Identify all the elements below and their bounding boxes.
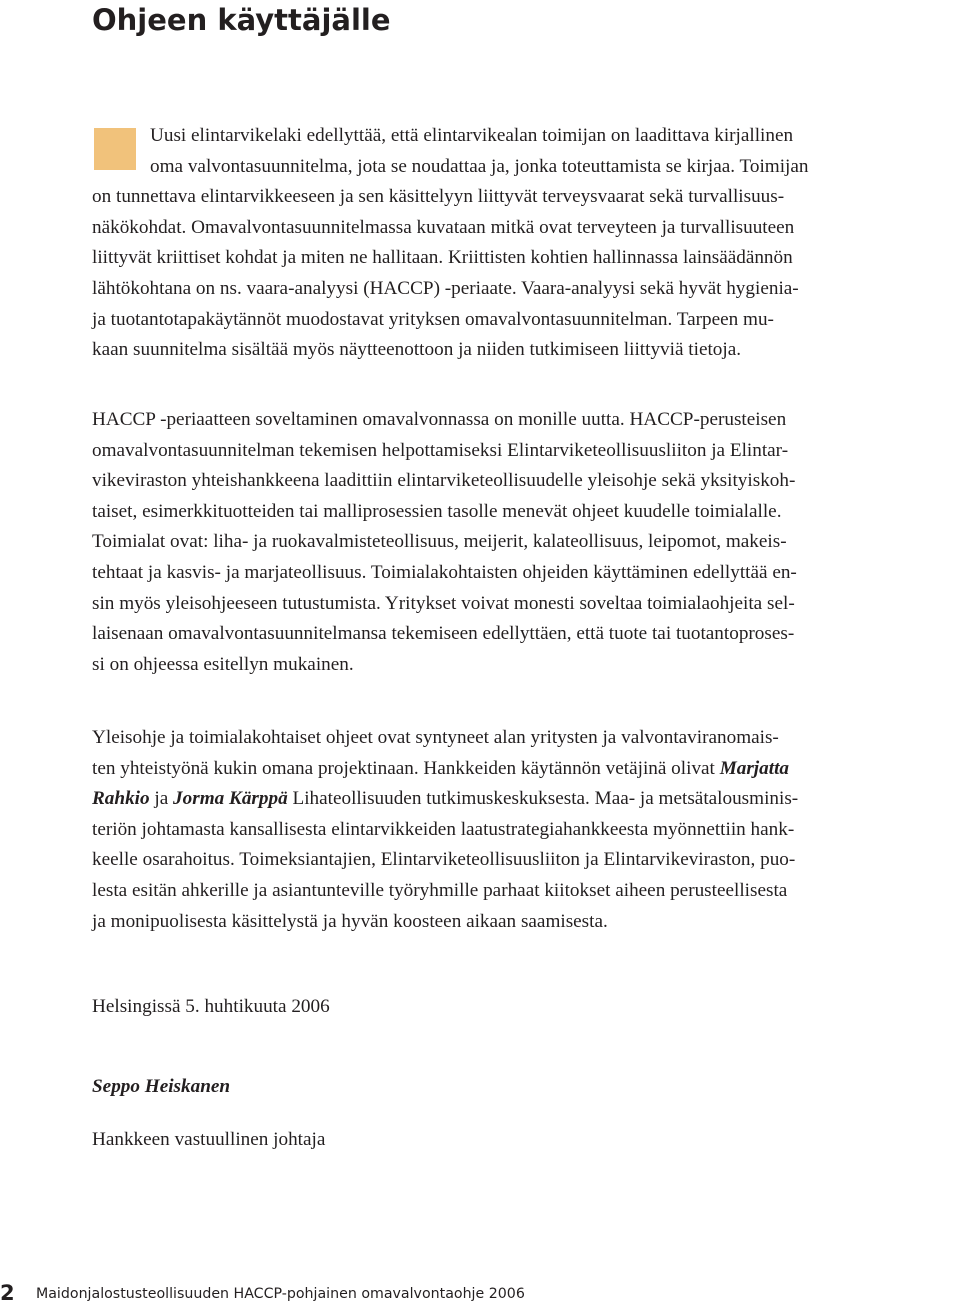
paragraph-line: sin myös yleisohjeeseen tutustumista. Yritykset voivat monesti soveltaa toimialaohjeita sel- <box>92 592 795 614</box>
paragraph-line: Yleisohje ja toimialakohtaiset ohjeet ovat syntyneet alan yritysten ja valvontaviranomais- <box>92 727 779 748</box>
paragraph-line: Toimialat ovat: liha- ja ruokavalmisteteollisuus, meijerit, kalateollisuus, leipomot, makeis- <box>92 531 787 553</box>
paragraph-line: keelle osarahoitus. Toimeksiantajien, Elintarviketeollisuusliiton ja Elintarvikeviraston, puo- <box>92 849 796 871</box>
paragraph-line <box>92 754 958 785</box>
paragraph-line: teriön johtamasta kansallisesta elintarvikkeiden laatustrategiahankkeesta myönnettiin hank- <box>92 818 795 840</box>
paragraph-line: näkökohdat. Omavalvontasuunnitelmassa kuvataan mitkä ovat terveyteen ja turvallisuuteen <box>92 216 795 238</box>
paragraph-line: lesta esitän ahkerille ja asiantunteville työryhmille parhaat kiitokset aiheen perusteellisesta <box>92 879 788 901</box>
paragraph-text: ja <box>149 788 174 810</box>
paragraph-line <box>92 784 958 815</box>
signer-title: Hankkeen vastuullinen johtaja <box>92 1129 326 1150</box>
person-name: Jorma Kärppä <box>173 788 288 810</box>
paragraph-line: ja monipuolisesta käsittelystä ja hyvän koosteen aikaan saamisesta. <box>92 910 608 932</box>
person-name: Rahkio <box>92 788 150 810</box>
paragraph-line: laisenaan omavalvontasuunnitelmansa tekemiseen edellyttäen, että tuote tai tuotantoproses- <box>92 623 795 645</box>
acknowledgements-paragraph <box>92 723 958 937</box>
publication-title: Maidonjalostusteollisuuden HACCP-pohjainen omavalvontaohje 2006 <box>36 1286 525 1302</box>
paragraph-line: vikeviraston yhteishankkeena laadittiin elintarviketeollisuudelle yleisohje sekä yksityiskoh- <box>92 470 796 492</box>
paragraph-line: omavalvontasuunnitelman tekemisen helpottamiseksi Elintarviketeollisuusliiton ja Elintar- <box>92 439 789 461</box>
paragraph-line: on tunnettava elintarvikkeeseen ja sen käsittelyyn liittyvät terveysvaarat sekä turvallisuus- <box>92 186 785 208</box>
paragraph-line: HACCP -periaatteen soveltaminen omavalvonnassa on monille uutta. HACCP-perusteisen <box>92 409 787 430</box>
place-date: Helsingissä 5. huhtikuuta 2006 <box>92 996 330 1017</box>
paragraph-line: si on ohjeessa esitellyn mukainen. <box>92 653 354 675</box>
haccp-paragraph <box>92 405 958 680</box>
paragraph-line: Uusi elintarvikelaki edellyttää, että elintarvikealan toimijan on laadittava kirjallinen <box>150 125 794 146</box>
paragraph-line: oma valvontasuunnitelma, jota se noudattaa ja, jonka toteuttamista se kirjaa. Toimijan <box>150 155 809 177</box>
paragraph-line: liittyvät kriittiset kohdat ja miten ne hallitaan. Kriittisten kohtien hallinnassa lainsäädännön <box>92 247 793 269</box>
paragraph-line: taiset, esimerkkituotteiden tai malliprosessien tasolle menevät ohjeet kuudelle toimialalle. <box>92 500 782 522</box>
paragraph-line: lähtökohtana on ns. vaara-analyysi (HACCP) -periaate. Vaara-analyysi sekä hyvät hygienia- <box>92 277 799 299</box>
intro-paragraph <box>92 121 958 366</box>
paragraph-line: kaan suunnitelma sisältää myös näytteenottoon ja niiden tutkimiseen liittyviä tietoja. <box>92 339 742 361</box>
paragraph-text: ten yhteistyönä kukin omana projektinaan. Hankkeiden käytännön vetäjinä olivat <box>92 757 720 779</box>
paragraph-text: Lihateollisuuden tutkimuskeskuksesta. Maa- ja metsätalousminis- <box>287 788 799 810</box>
paragraph-line: tehtaat ja kasvis- ja marjateollisuus. Toimialakohtaisten ohjeiden käyttäminen edellyttää en- <box>92 561 797 583</box>
page-footer <box>0 1278 700 1308</box>
signer-name: Seppo Heiskanen <box>92 1076 231 1097</box>
person-name: Marjatta <box>719 757 789 779</box>
paragraph-line: ja tuotantotapakäytännöt muodostavat yrityksen omavalvontasuunnitelman. Tarpeen mu- <box>92 308 774 330</box>
page-title: Ohjeen käyttäjälle <box>92 3 391 37</box>
page-number: 2 <box>0 1281 15 1305</box>
